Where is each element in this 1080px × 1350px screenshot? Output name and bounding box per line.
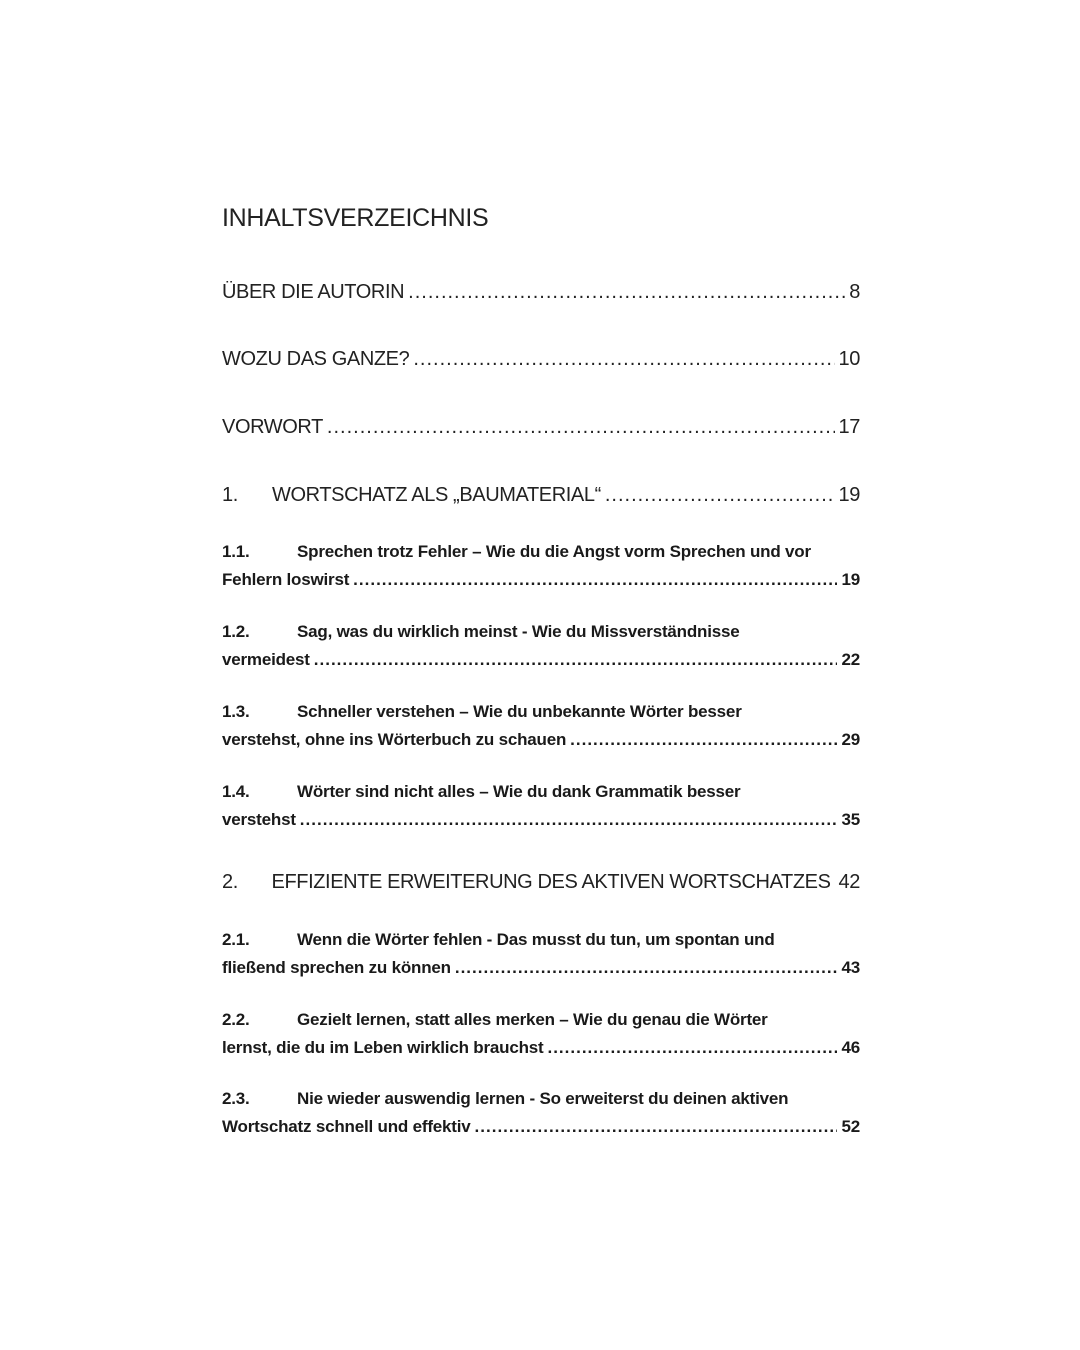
toc-entry-line-1 xyxy=(222,1085,860,1113)
toc-entry[interactable] xyxy=(222,484,860,507)
toc-entry[interactable] xyxy=(222,778,860,834)
toc-entry[interactable] xyxy=(222,618,860,674)
toc-entry[interactable] xyxy=(222,416,860,439)
entry-text: ÜBER DIE AUTORIN xyxy=(222,281,405,303)
dot-leader xyxy=(408,281,845,304)
toc-entry[interactable] xyxy=(222,281,860,304)
toc-entry-line-1 xyxy=(222,926,860,954)
toc-entry-line-1 xyxy=(222,618,860,646)
toc-entry-line xyxy=(222,416,860,439)
toc-entry-line-2 xyxy=(222,646,860,674)
dot-leader xyxy=(547,1034,837,1062)
toc-entry-line-2 xyxy=(222,1034,860,1062)
entry-text: WOZU DAS GANZE? xyxy=(222,348,410,370)
entry-text-line2: Wortschatz schnell und effektiv xyxy=(222,1117,471,1136)
dot-leader xyxy=(413,348,834,371)
entry-text-line2: lernst, die du im Leben wirklich brauchst xyxy=(222,1038,544,1057)
dot-leader xyxy=(475,1113,838,1141)
entry-page-number: 29 xyxy=(841,730,860,749)
entry-number: 1.3. xyxy=(222,702,250,721)
entry-number: 2.3. xyxy=(222,1089,250,1108)
entry-text-line2: verstehst xyxy=(222,810,296,829)
entry-text-line1: Schneller verstehen – Wie du unbekannte Wörter besser xyxy=(297,702,742,721)
entry-page-number: 8 xyxy=(849,281,860,303)
page-title: INHALTSVERZEICHNIS xyxy=(222,204,489,232)
toc-entry[interactable] xyxy=(222,348,860,371)
entry-page-number: 42 xyxy=(838,871,860,893)
entry-text-line1: Sag, was du wirklich meinst - Wie du Missverständnisse xyxy=(297,622,740,641)
entry-page-number: 10 xyxy=(838,348,860,370)
toc-entry-line-2 xyxy=(222,954,860,982)
entry-text-line2: Fehlern loswirst xyxy=(222,570,350,589)
toc-entry-line-1 xyxy=(222,778,860,806)
entry-page-number: 35 xyxy=(841,810,860,829)
entry-number: 1.2. xyxy=(222,622,250,641)
toc-entry-line xyxy=(222,484,860,507)
entry-number: 1. xyxy=(222,484,238,506)
dot-leader xyxy=(327,416,835,439)
entry-text-line1: Gezielt lernen, statt alles merken – Wie du genau die Wörter xyxy=(297,1010,768,1029)
toc-entry-line xyxy=(222,871,860,894)
toc-entry[interactable] xyxy=(222,1006,860,1062)
entry-text-line1: Wenn die Wörter fehlen - Das musst du tun, um spontan und xyxy=(297,930,775,949)
entry-number: 2.1. xyxy=(222,930,250,949)
entry-text-line2: fließend sprechen zu können xyxy=(222,958,451,977)
entry-number: 2.2. xyxy=(222,1010,250,1029)
toc-entry-line-1 xyxy=(222,538,860,566)
entry-text: VORWORT xyxy=(222,416,323,438)
entry-text: EFFIZIENTE ERWEITERUNG DES AKTIVEN WORTSCHATZES xyxy=(271,871,831,893)
entry-page-number: 43 xyxy=(841,958,860,977)
toc-entry[interactable] xyxy=(222,926,860,982)
dot-leader xyxy=(455,954,838,982)
toc-entry[interactable] xyxy=(222,1085,860,1141)
entry-text-line2: verstehst, ohne ins Wörterbuch zu schauen xyxy=(222,730,567,749)
entry-text: WORTSCHATZ ALS „BAUMATERIAL“ xyxy=(272,484,601,506)
toc-entry-line xyxy=(222,281,860,304)
entry-text-line1: Nie wieder auswendig lernen - So erweiterst du deinen aktiven xyxy=(297,1089,789,1108)
entry-number: 1.1. xyxy=(222,542,250,561)
entry-page-number: 19 xyxy=(838,484,860,506)
entry-page-number: 52 xyxy=(841,1117,860,1136)
entry-page-number: 46 xyxy=(841,1038,860,1057)
toc-entry-line-2 xyxy=(222,1113,860,1141)
entry-page-number: 19 xyxy=(841,570,860,589)
toc-entry-line-1 xyxy=(222,1006,860,1034)
toc-entry-line xyxy=(222,348,860,371)
toc-entry-line-2 xyxy=(222,726,860,754)
toc-entry[interactable] xyxy=(222,871,860,894)
toc-entry[interactable] xyxy=(222,538,860,594)
entry-text-line1: Wörter sind nicht alles – Wie du dank Grammatik besser xyxy=(297,782,741,801)
entry-text-line1: Sprechen trotz Fehler – Wie du die Angst vorm Sprechen und vor xyxy=(297,542,811,561)
dot-leader xyxy=(570,726,837,754)
toc-entry-line-2 xyxy=(222,566,860,594)
toc-entry-line-1 xyxy=(222,698,860,726)
toc-entry-line-2 xyxy=(222,806,860,834)
entry-text-line2: vermeidest xyxy=(222,650,310,669)
dot-leader xyxy=(300,806,838,834)
dot-leader xyxy=(353,566,837,594)
toc-entry[interactable] xyxy=(222,698,860,754)
dot-leader xyxy=(314,646,838,674)
entry-page-number: 22 xyxy=(841,650,860,669)
entry-number: 2. xyxy=(222,871,238,893)
entry-number: 1.4. xyxy=(222,782,250,801)
entry-page-number: 17 xyxy=(838,416,860,438)
dot-leader xyxy=(605,484,835,507)
